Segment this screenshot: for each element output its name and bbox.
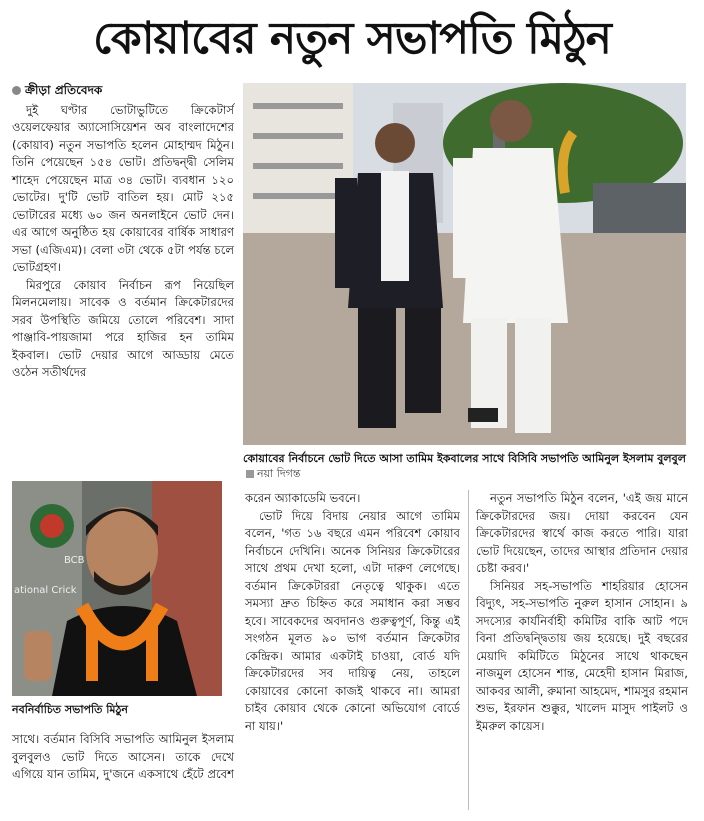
paragraph: সিনিয়র সহ-সভাপতি শাহরিয়ার হোসেন বিদ্যুৎ, সহ-সভাপতি নুরুল হাসান সোহান। ৯ সদস্যের কার্যনির্বাহী কমিটির বাকি আট পদে বিনা প্রতিদ্বন্দ্বিতায় জয় হয়েছে। দুই বছরের মেয়াদি কমিটিতে মিঠুনের সাথে থাকছেন নাজমুল হোসেন শান্ত, মেহেদী হাসান মিরাজ, আকবর আলী, রুমানা আহমেদ, শামসুর রহমান শুভ, ইরফান শুক্কুর, খালেদ মাসুদ পাইলট ও ইমরুল কায়েস। bbox=[476, 578, 688, 733]
photo-tamim-bulbul bbox=[243, 83, 686, 445]
bullet-icon bbox=[12, 86, 21, 95]
photo-backdrop-text: ational Crick bbox=[14, 585, 77, 596]
credit-icon bbox=[246, 470, 254, 478]
paragraph: ভোট দিয়ে বিদায় নেয়ার আগে তামিম বলেন, 'গত ১৬ বছরে এমন পরিবেশ কোয়াব নির্বাচনে দেখিনি। অনেক সিনিয়র ক্রিকেটারের সাথে প্রথম দেখা হলো, এটা দারুণ লেগেছে। বর্তমান ক্রিকেটাররা নেতৃত্বে থাকুক। এতে সমস্যা দ্রুত চিহ্নিত করে সমাধান করা সম্ভব হবে। সাবেকদের অবদানও গুরুত্বপূর্ণ, কিন্তু এই সংগঠন মূলত ৯০ ভাগ বর্তমান ক্রিকেটার কেন্দ্রিক। আমার একটাই চাওয়া, বোর্ড যদি ক্রিকেটারদের সব দায়িত্ব নেয়, তাহলে কোয়াবের কোনো কাজই থাকবে না। আমরা চাইব কোয়াব থেকে কোনো অভিযোগ বোর্ডে না যায়।' bbox=[245, 508, 460, 733]
photo-backdrop-text: BCB bbox=[64, 555, 85, 566]
column-1-bottom bbox=[12, 731, 234, 784]
column-divider bbox=[468, 490, 469, 810]
paragraph: করেন অ্যাকাডেমি ভবনে। bbox=[245, 491, 361, 505]
byline-text: ক্রীড়া প্রতিবেদক bbox=[25, 83, 103, 97]
caption-text: কোয়াবের নির্বাচনে ভোট দিতে আসা তামিম ইকবালের সাথে বিসিবি সভাপতি আমিনুল ইসলাম বুলবুল bbox=[243, 452, 686, 465]
photo-mithun bbox=[12, 481, 222, 696]
column-3 bbox=[476, 490, 688, 735]
paragraph: সাথে। বর্তমান বিসিবি সভাপতি আমিনুল ইসলাম বুলবুলও ভোট দিতে আসেন। তাকে দেখে এগিয়ে যান তামিম, দু'জনে একসাথে হেঁটে প্রবেশ bbox=[12, 732, 234, 781]
photo-main-image bbox=[243, 83, 686, 445]
caption-main-photo bbox=[243, 451, 688, 481]
photo-mithun-image bbox=[12, 481, 222, 696]
paragraph: দুই ঘণ্টার ভোটাভুটিতে ক্রিকেটার্স ওয়েলফেয়ার অ্যাসোসিয়েশন অব বাংলাদেশের (কোয়াব) নতুন সভাপতি হলেন মোহাম্মদ মিঠুন। তিনি পেয়েছেন ১৫৪ ভোট। প্রতিদ্বন্দ্বী সেলিম শাহেদ পেয়েছেন মাত্র ৩৪ ভোট। ব্যবধান ১২০ ভোটের। দু'টি ভোট বাতিল হয়। মোট ২১৫ ভোটারের মধ্যে ৬০ জন অনলাইনে ভোট দেন। এর আগে অনুষ্ঠিত হয় কোয়াবের বার্ষিক সাধারণ সভা (এজিএম)। বেলা ৩টা থেকে ৫টা পর্যন্ত চলে ভোটগ্রহণ। bbox=[12, 102, 234, 274]
paragraph: নতুন সভাপতি মিঠুন বলেন, 'এই জয় মানে ক্রিকেটারদের জয়। দোয়া করবেন যেন ক্রিকেটারদের স্বার্থে কাজ করতে পারি। যারা ভোট দিয়েছেন, তাদের আস্থার প্রতিদান দেয়ার চেষ্টা করব।' bbox=[476, 491, 688, 575]
caption-mithun: নবনির্বাচিত সভাপতি মিঠুন bbox=[12, 703, 128, 716]
photo-credit: নয়া দিগন্ত bbox=[257, 467, 301, 480]
headline: কোয়াবের নতুন সভাপতি মিঠুন bbox=[93, 13, 611, 64]
paragraph: মিরপুরে কোয়াব নির্বাচন রূপ নিয়েছিল মিলনমেলায়। সাবেক ও বর্তমান ক্রিকেটারদের সরব উপস্থিতি জমিয়ে তোলে পরিবেশ। সাদা পাঞ্জাবি-পায়জামা পরে হাজির হন তামিম ইকবাল। ভোট দেয়ার আগে আড্ডায় মেতে ওঠেন সতীর্থদের bbox=[12, 277, 234, 379]
column-2 bbox=[245, 490, 460, 735]
column-1-top bbox=[12, 82, 234, 382]
byline bbox=[12, 82, 234, 100]
